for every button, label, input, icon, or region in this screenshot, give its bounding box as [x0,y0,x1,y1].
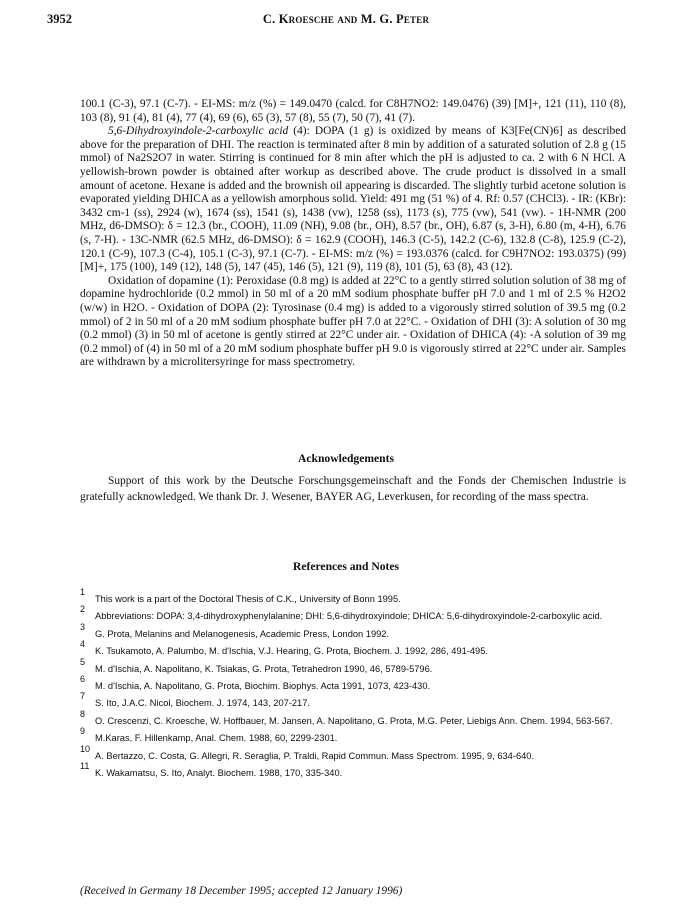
reference-item [80,726,628,744]
received-date-line [80,885,402,897]
reference-text: K. Tsukamoto, A. Palumbo, M. d'Ischia, V.J. Hearing, G. Prota, Biochem. J. 1992, 286, 491-495. [95,646,488,657]
reference-number: 8 [80,708,86,719]
paragraph-dhica-prep [80,125,626,275]
page-number: 3952 [47,12,72,26]
reference-number: 5 [80,656,86,667]
compound-title-dhica: 5,6-Dihydroxyindole-2-carboxylic acid [108,125,289,138]
reference-item [80,656,628,675]
reference-item [80,621,628,640]
references-heading: References and Notes [292,560,400,573]
paragraph-oxidations: Oxidation of dopamine (1): Peroxidase (0.8 mg) is added at 22°C to a gently stirred solution solution of 38 mg of dopamine hydrochloride (0.2 mmol) in 50 ml of a 20 mM sodium phosphate buffer pH 7.0 and 1 ml of 2.5 % H2O2 (w/w) in H2O. - Oxidation of DOPA (2): Tyrosinase (0.4 mg) is added to a vigorously stirred solution of 39.5 mg (0.2 mmol) of 2 in 50 ml of a 20 mM sodium phosphate buffer pH 7.0 at 22°C. - Oxidation of DHI (3): A solution of 30 mg (0.2 mmol) (3) in 50 ml of acetone is gently stirred at 22°C under air. - Oxidation of DHICA (4): -A solution of 39 mg (0.2 mmol) of (4) in 50 ml of a 20 mM sodium phosphate buffer pH 9.0 is vigorously stirred at 22°C under air. Samples are withdrawn by a microlitersyringe for mass spectrometry. [80,274,626,369]
reference-item [80,604,628,622]
reference-number: 1 [80,587,86,597]
reference-number: 2 [80,604,86,615]
acknowledgements-section [80,473,626,505]
reference-text: M. d'Ischia, A. Napolitano, G. Prota, Biochim. Biophys. Acta 1991, 1073, 423-430. [95,680,431,691]
running-header-text: C. Kroesche and M. G. Peter [262,12,430,26]
reference-text: S. Ito, J.A.C. Nicol, Biochem. J. 1974, 143, 207-217. [95,698,310,709]
reference-item [80,587,628,605]
reference-text: This work is a part of the Doctoral Thesis of C.K., University of Bonn 1995. [95,594,401,604]
reference-number: 11 [80,760,90,771]
reference-item [80,673,628,692]
reference-item [80,639,628,657]
reference-text: M.Karas, F. Hillenkamp, Anal. Chem. 1988, 60, 2299-2301. [95,733,338,744]
reference-text: Abbreviations: DOPA: 3,4-dihydroxyphenylalanine; DHI: 5,6-dihydroxyindole; DHICA: 5,6-dihydroxyindole-2-carboxylic acid. [95,611,603,622]
reference-number: 3 [80,621,86,632]
paragraph-dhica-text: (4): DOPA (1 g) is oxidized by means of K3[Fe(CN)6] as described above for the preparation of DHI. The reaction is terminated after 8 min by addition of a saturated solution of 2.8 g (15 mmol) of Na2S2O7 in water. Stirring is continued for 8 min after which the pH is adjusted to ca. 2 with 6 N HCl. A yellowish-brown powder is obtained after workup as described above. The crude product is dissolved in a small amount of acetone. Hexane is added and the brownish oil appearing is discarded. The slightly turbid acetone solution is evaporated yielding DHICA as a yellowish amorphous solid. Yield: 491 mg (51 %) of 4. Rf: 0.57 (CHCl3). - IR: (KBr): 3432 cm-1 (ss), 2924 (w), 1674 (ss), 1541 (s), 1438 (vw), 1258 (ss), 1173 (s), 775 (vw), 541 (vw). - 1H-NMR (200 MHz, d6-DMSO): δ = 12.3 (br., COOH), 11.09 (NH), 9.08 (br., OH), 8.57 (br., OH), 6.87 (s, 3-H), 6.80 (m, 4-H), 6.76 (s, 7-H). - 13C-NMR (62.5 MHz, d6-DMSO): δ = 162.9 (COOH), 146.3 (C-5), 142.2 (C-6), 132.8 (C-8), 125.9 (C-2), 120.1 (C-9), 107.3 (C-4), 105.1 (C-3), 97.1 (C-7). - EI-MS: m/z (%) = 193.0376 (calcd. for C9H7NO2: 193.0375) (99) [M]+, 175 (100), 149 (12), 148 (5), 147 (45), 146 (5), 121 (9), 119 (8), 101 (5), 63 (8), 43 (12). [80,125,626,274]
received-text: (Received in Germany 18 December 1995; accepted 12 January 1996) [80,885,403,897]
reference-item [80,743,628,762]
reference-item [80,760,628,779]
reference-number: 7 [80,691,86,702]
reference-text: M. d'Ischia, A. Napolitano, K. Tsiakas, G. Prota, Tetrahedron 1990, 46, 5789-5796. [95,663,433,674]
reference-number: 9 [80,726,86,737]
references-list [80,587,628,785]
reference-text: A. Bertazzo, C. Costa, G. Allegri, R. Seraglia, P. Traldi, Rapid Commun. Mass Spectrom. 1995, 9, 634-640. [95,750,535,761]
paragraph-dhi-ms: 100.1 (C-3), 97.1 (C-7). - EI-MS: m/z (%) = 149.0470 (calcd. for C8H7NO2: 149.0476) (39) [M]+, 121 (11), 110 (8), 103 (8), 91 (4), 81 (4), 77 (4), 69 (6), 65 (3), 57 (8), 55 (7), 50 (7), 41 (7). [80,98,626,124]
experimental-section [80,98,626,370]
reference-text: O. Crescenzi, C. Kroesche, W. Hoffbauer, M. Jansen, A. Napolitano, G. Prota, M.G. Peter, Liebigs Ann. Chem. 1994, 563-567. [95,715,613,726]
running-header-authors [0,12,692,27]
reference-text: G. Prota, Melanins and Melanogenesis, Academic Press, London 1992. [95,628,390,639]
reference-item [80,708,628,727]
reference-item [80,691,628,709]
reference-number: 6 [80,673,86,684]
reference-number: 10 [80,743,91,754]
acknowledgements-text: Support of this work by the Deutsche Forschungsgemeinschaft and the Fonds der Chemischen Industrie is gratefully acknowledged. We thank Dr. J. Wesener, BAYER AG, Leverkusen, for recording of the mass spectra. [80,475,626,503]
reference-text: K. Wakamatsu, S. Ito, Analyt. Biochem. 1988, 170, 335-340. [95,767,343,778]
acknowledgements-heading: Acknowledgements [298,452,394,465]
reference-number: 4 [80,639,86,650]
